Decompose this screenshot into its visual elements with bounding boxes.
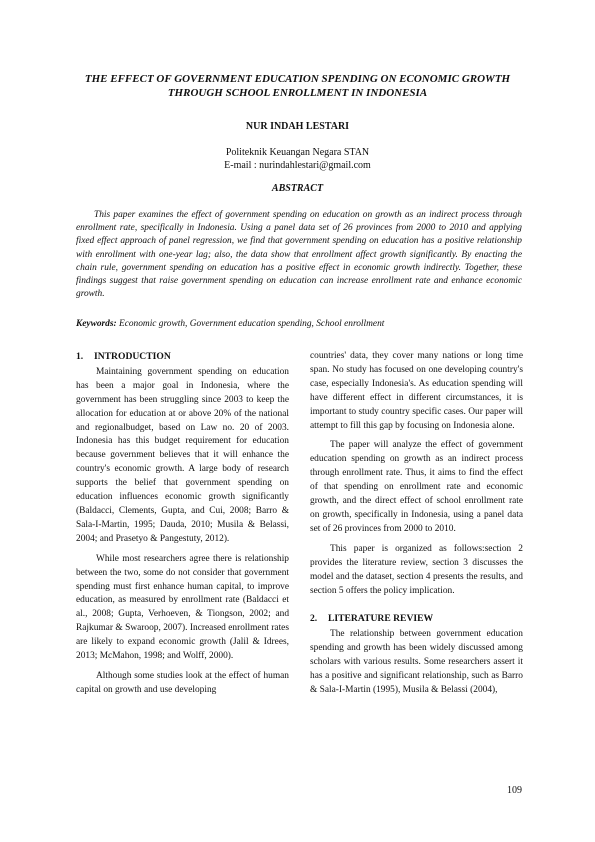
section-title: LITERATURE REVIEW xyxy=(328,613,434,625)
abstract-text: This paper examines the effect of government spending on education on growth as an indirect process through enrollment rate, specifically in Indonesia. Using a panel data set of 26 provinces from 2000 to 2010 and applying fixed effect approach of panel regression, we find that government spending on education has a positive relationship with enrollment with one-year lag; also, the data show that enrollment affect growth significantly. By enacting the chain rule, government spending on education has a positive effect in economic growth indirectly. Together, these findings suggest that raise government spending on education can increase enrollment rate and enhance economic growth. xyxy=(76,210,522,300)
keywords-line xyxy=(76,319,522,329)
paragraph: The paper will analyze the effect of government education spending on growth as an indirect process through enrollment rate. Thus, it aims to find the effect of that spending on enrollment rate and economic growth, and the direct effect of school enrollment rate on growth, specifically in Indonesia, using a panel data set of 26 provinces from 2000 to 2010. xyxy=(310,440,523,534)
section-title: INTRODUCTION xyxy=(94,351,171,362)
section-heading-introduction xyxy=(76,350,289,364)
affiliation-block xyxy=(0,146,595,172)
paragraph: Although some studies look at the effect of human capital on growth and use developing xyxy=(76,670,289,695)
paragraph: The relationship between government education spending and growth has been widely discussed among scholars with various results. Some researchers assert it has a positive and significant relationship, such as Barro & Sala-I-Martin (1995), Musila & Belassi (2004), xyxy=(310,629,523,695)
abstract-heading: ABSTRACT xyxy=(271,183,324,194)
left-column xyxy=(76,350,289,704)
paragraph: This paper is organized as follows:section 2 provides the literature review, section 3 discusses the model and the dataset, section 4 presents the results, and section 5 offers the policy implication. xyxy=(310,543,523,596)
section-gap xyxy=(310,604,523,612)
author-name: NUR INDAH LESTARI xyxy=(245,121,350,132)
paragraph: countries' data, they cover many nations or long time span. No study has focused on one developing country's case, especially Indonesia's. As education spending will have different effect in different circumstances, it is important to study country specific cases. Our paper will attempt to fill this gap by focusing on Indonesia alone. xyxy=(310,351,523,431)
keywords-label: Keywords: xyxy=(76,319,117,329)
affiliation: Politeknik Keuangan Negara STAN xyxy=(225,147,370,158)
page-number: 109 xyxy=(507,785,522,796)
keywords-text: Economic growth, Government education spending, School enrollment xyxy=(116,319,385,329)
author-email: E-mail : nurindahlestari@gmail.com xyxy=(224,160,371,171)
paper-title: THE EFFECT OF GOVERNMENT EDUCATION SPENDING ON ECONOMIC GROWTH THROUGH SCHOOL ENROLLMENT IN INDONESIA xyxy=(84,73,511,99)
paragraph: Maintaining government spending on education has been a major goal in Indonesia, where the government has been struggling since 2003 to keep the allocation for education at or above 20% of the national and regionalbudget, based on Law no. 20 of 2003. Indonesia has this budget requirement for education because government believes that it will enhance the country's economic growth. A large body of research supports the belief that government spending on education influences economic growth significantly (Baldacci, Clements, Gupta, and Cui, 2008; Barro & Sala-I-Martin, 1995; Dauda, 2010; Musila & Belassi, 2004; and Prasetyo & Pangestuty, 2012). xyxy=(76,366,289,544)
section-heading-literature-review xyxy=(310,612,523,626)
section-number: 2. xyxy=(310,613,318,625)
paragraph: While most researchers agree there is relationship between the two, some do not consider that government spending must first enhance human capital, to improve education, as measured by enrollment rate (Baldacci et al., 2008; Gupta, Verhoeven, & Tiongson, 2002; and Rajkumar & Swaroop, 2007). Increased enrollment rates are likely to expand economic growth (Jalil & Idrees, 2013; McMahon, 1998; and Wolff, 2000). xyxy=(76,553,289,662)
section-number: 1. xyxy=(76,351,84,362)
right-column xyxy=(310,350,523,704)
